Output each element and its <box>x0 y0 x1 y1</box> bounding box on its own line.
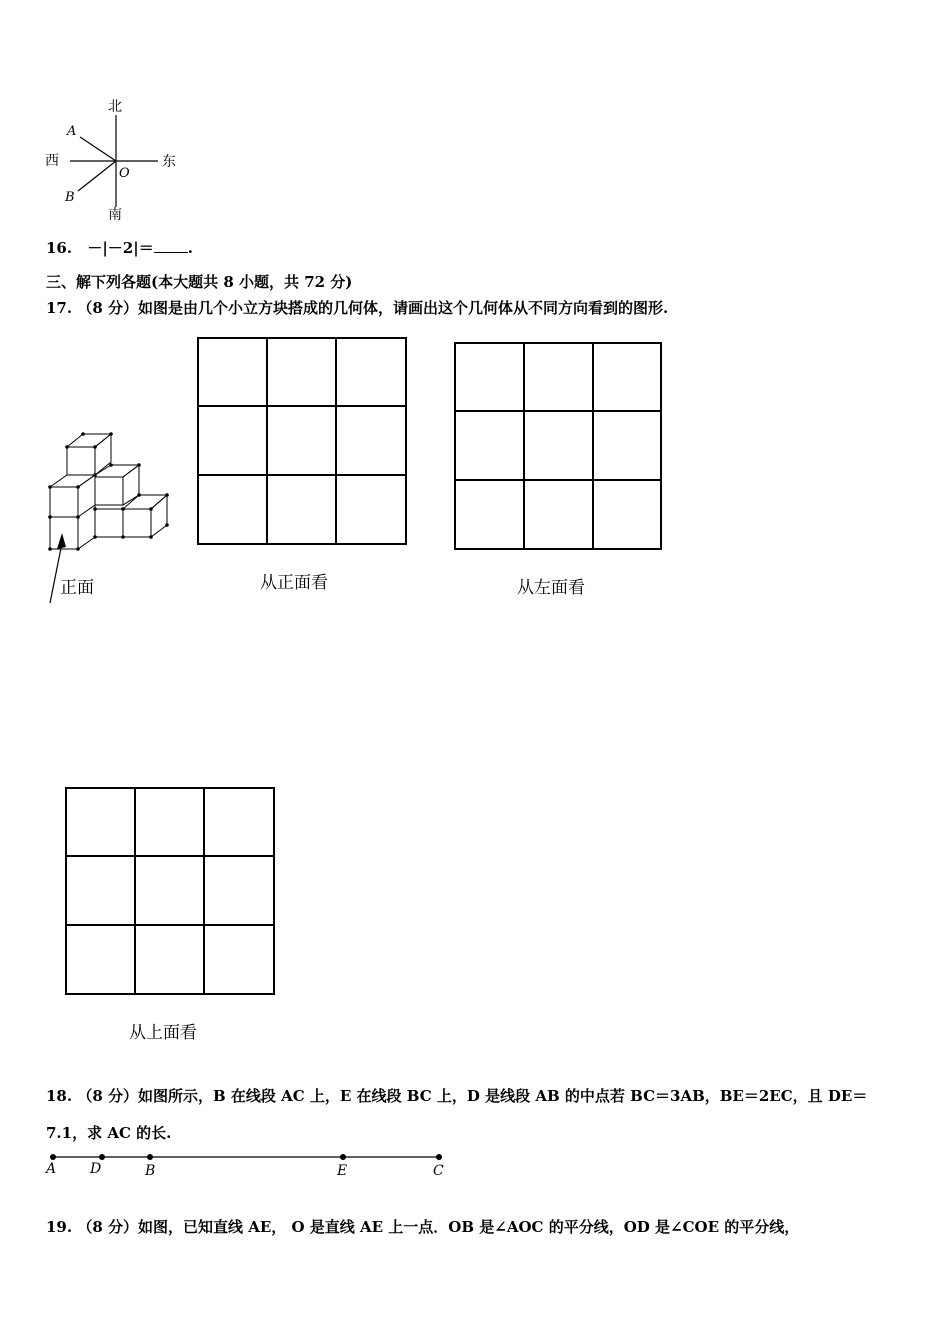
point-a-dot <box>50 1154 56 1160</box>
question-17-text: 17. （8 分）如图是由几个小立方块搭成的几何体，请画出这个几何体从不同方向看到的图形. <box>46 299 669 317</box>
q16-number: 16. <box>46 239 73 257</box>
point-b-dot <box>147 1154 153 1160</box>
q16-end: . <box>187 239 193 257</box>
ray-oa <box>80 137 116 161</box>
compass-diagram <box>40 95 190 225</box>
section-3-heading: 三、解下列各题(本大题共 8 小题，共 72 分) <box>46 273 353 291</box>
q16-expression: －|－2|＝ <box>87 239 154 257</box>
grid-front-svg <box>196 336 410 548</box>
seg-label-b: B <box>145 1163 156 1179</box>
compass-svg <box>40 95 190 225</box>
seg-label-d: D <box>90 1161 102 1177</box>
segment-diagram <box>40 1148 460 1186</box>
grid-left-view[interactable] <box>453 341 665 557</box>
west-label: 西 <box>45 153 59 169</box>
point-d-dot <box>99 1154 105 1160</box>
front-arrow-label: 正面 <box>60 578 94 598</box>
question-18-line2: 7.1，求 AC 的长. <box>46 1124 172 1142</box>
question-18-line1: 18. （8 分）如图所示，B 在线段 AC 上，E 在线段 BC 上，D 是线段 AB 的中点若 BC＝3AB，BE＝2EC，且 DE＝ <box>46 1087 868 1105</box>
grid-front-view[interactable] <box>196 336 410 552</box>
grid-front-label: 从正面看 <box>260 573 328 593</box>
seg-label-c: C <box>433 1163 444 1179</box>
point-c-dot <box>436 1154 442 1160</box>
question-19-text: 19. （8 分）如图，已知直线 AE， O 是直线 AE 上一点．OB 是∠AOC 的平分线，OD 是∠COE 的平分线， <box>46 1218 800 1236</box>
south-label: 南 <box>108 207 122 223</box>
point-a-label: A <box>67 124 77 139</box>
point-e-dot <box>340 1154 346 1160</box>
front-arrow-head <box>57 533 66 549</box>
seg-label-e: E <box>337 1163 348 1179</box>
grid-top-label: 从上面看 <box>129 1023 197 1043</box>
q16-answer-blank[interactable] <box>154 240 188 253</box>
east-label: 东 <box>162 154 176 170</box>
grid-top-svg <box>64 786 278 998</box>
question-16 <box>46 237 193 258</box>
ray-ob <box>78 161 116 191</box>
segment-svg <box>40 1148 460 1182</box>
point-o-label: O <box>119 166 130 181</box>
grid-left-svg <box>453 341 665 553</box>
grid-top-view[interactable] <box>64 786 278 1002</box>
north-label: 北 <box>108 99 122 115</box>
grid-left-label: 从左面看 <box>517 578 585 598</box>
seg-label-a: A <box>46 1161 57 1177</box>
point-b-label: B <box>65 190 75 205</box>
